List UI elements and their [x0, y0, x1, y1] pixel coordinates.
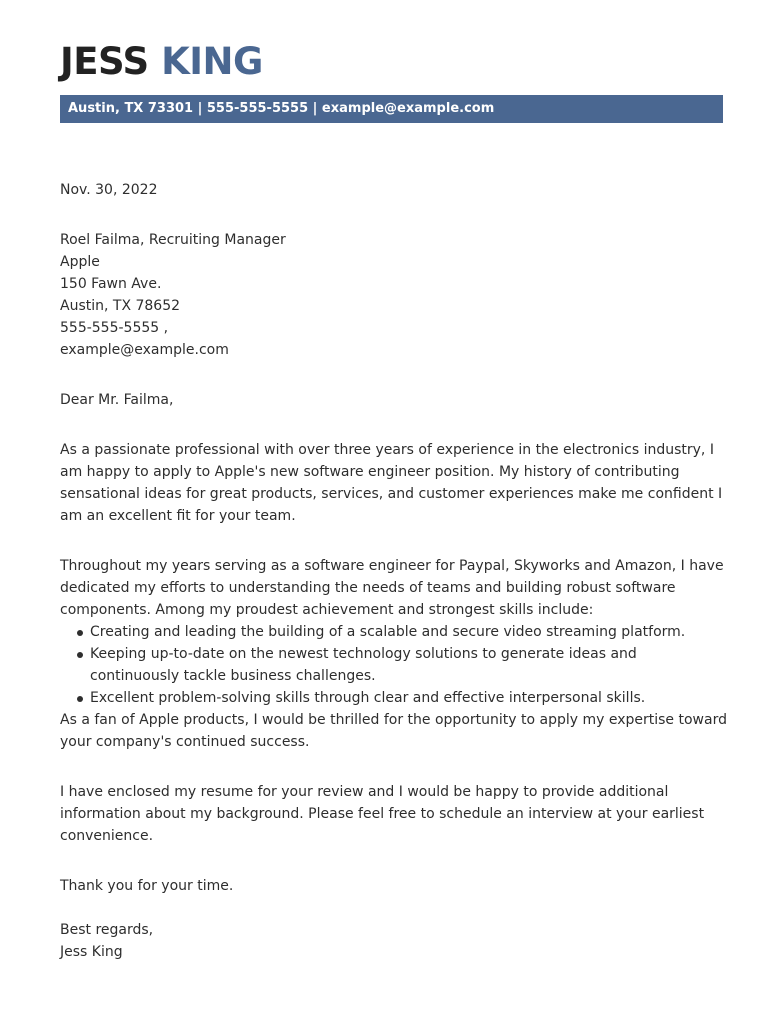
bullet-icon	[77, 630, 83, 636]
paragraph-experience: Throughout my years serving as a software engineer for Paypal, Skyworks and Amazon, I have dedicated my efforts to understanding the needs of teams and building robust software components. Among my proudest achievement and strongest skills include:	[60, 558, 724, 618]
letter-date: Nov. 30, 2022	[60, 182, 158, 198]
letter-body	[60, 179, 730, 963]
last-name: KING	[161, 40, 263, 83]
thank-you: Thank you for your time.	[60, 878, 234, 894]
paragraph-resume: I have enclosed my resume for your review and I would be happy to provide additional information about my background. Please feel free to schedule an interview at your earliest convenience.	[60, 784, 705, 844]
recipient-phone: 555-555-5555 ,	[60, 320, 169, 336]
list-item	[60, 643, 730, 687]
recipient-email: example@example.com	[60, 342, 229, 358]
bullet-icon	[77, 652, 83, 658]
list-item-text: Excellent problem-solving skills through clear and effective interpersonal skills.	[90, 690, 646, 706]
list-item-text: Creating and leading the building of a scalable and secure video streaming platform.	[90, 624, 686, 640]
signature: Jess King	[60, 944, 123, 960]
list-item-text: Keeping up-to-date on the newest technology solutions to generate ideas and continuously tackle business challenges.	[90, 646, 637, 684]
applicant-name	[60, 38, 263, 86]
closing: Best regards,	[60, 922, 154, 938]
recipient-city: Austin, TX 78652	[60, 298, 181, 314]
recipient-company: Apple	[60, 254, 100, 270]
recipient-street: 150 Fawn Ave.	[60, 276, 162, 292]
contact-bar: Austin, TX 73301 | 555-555-5555 | example@example.com	[60, 95, 723, 123]
list-item	[60, 687, 730, 709]
paragraph-intro: As a passionate professional with over three years of experience in the electronics industry, I am happy to apply to Apple's new software engineer position. My history of contributing sensational ideas for great products, services, and customer experiences make me confident I am an excellent fit for your team.	[60, 442, 723, 524]
list-item	[60, 621, 730, 643]
recipient-name-title: Roel Failma, Recruiting Manager	[60, 232, 286, 248]
recipient-block	[60, 229, 730, 361]
bullet-icon	[77, 696, 83, 702]
first-name: JESS	[60, 40, 149, 83]
skills-list	[60, 621, 730, 709]
salutation: Dear Mr. Failma,	[60, 392, 174, 408]
paragraph-fan: As a fan of Apple products, I would be thrilled for the opportunity to apply my expertise toward your company's continued success.	[60, 712, 727, 750]
